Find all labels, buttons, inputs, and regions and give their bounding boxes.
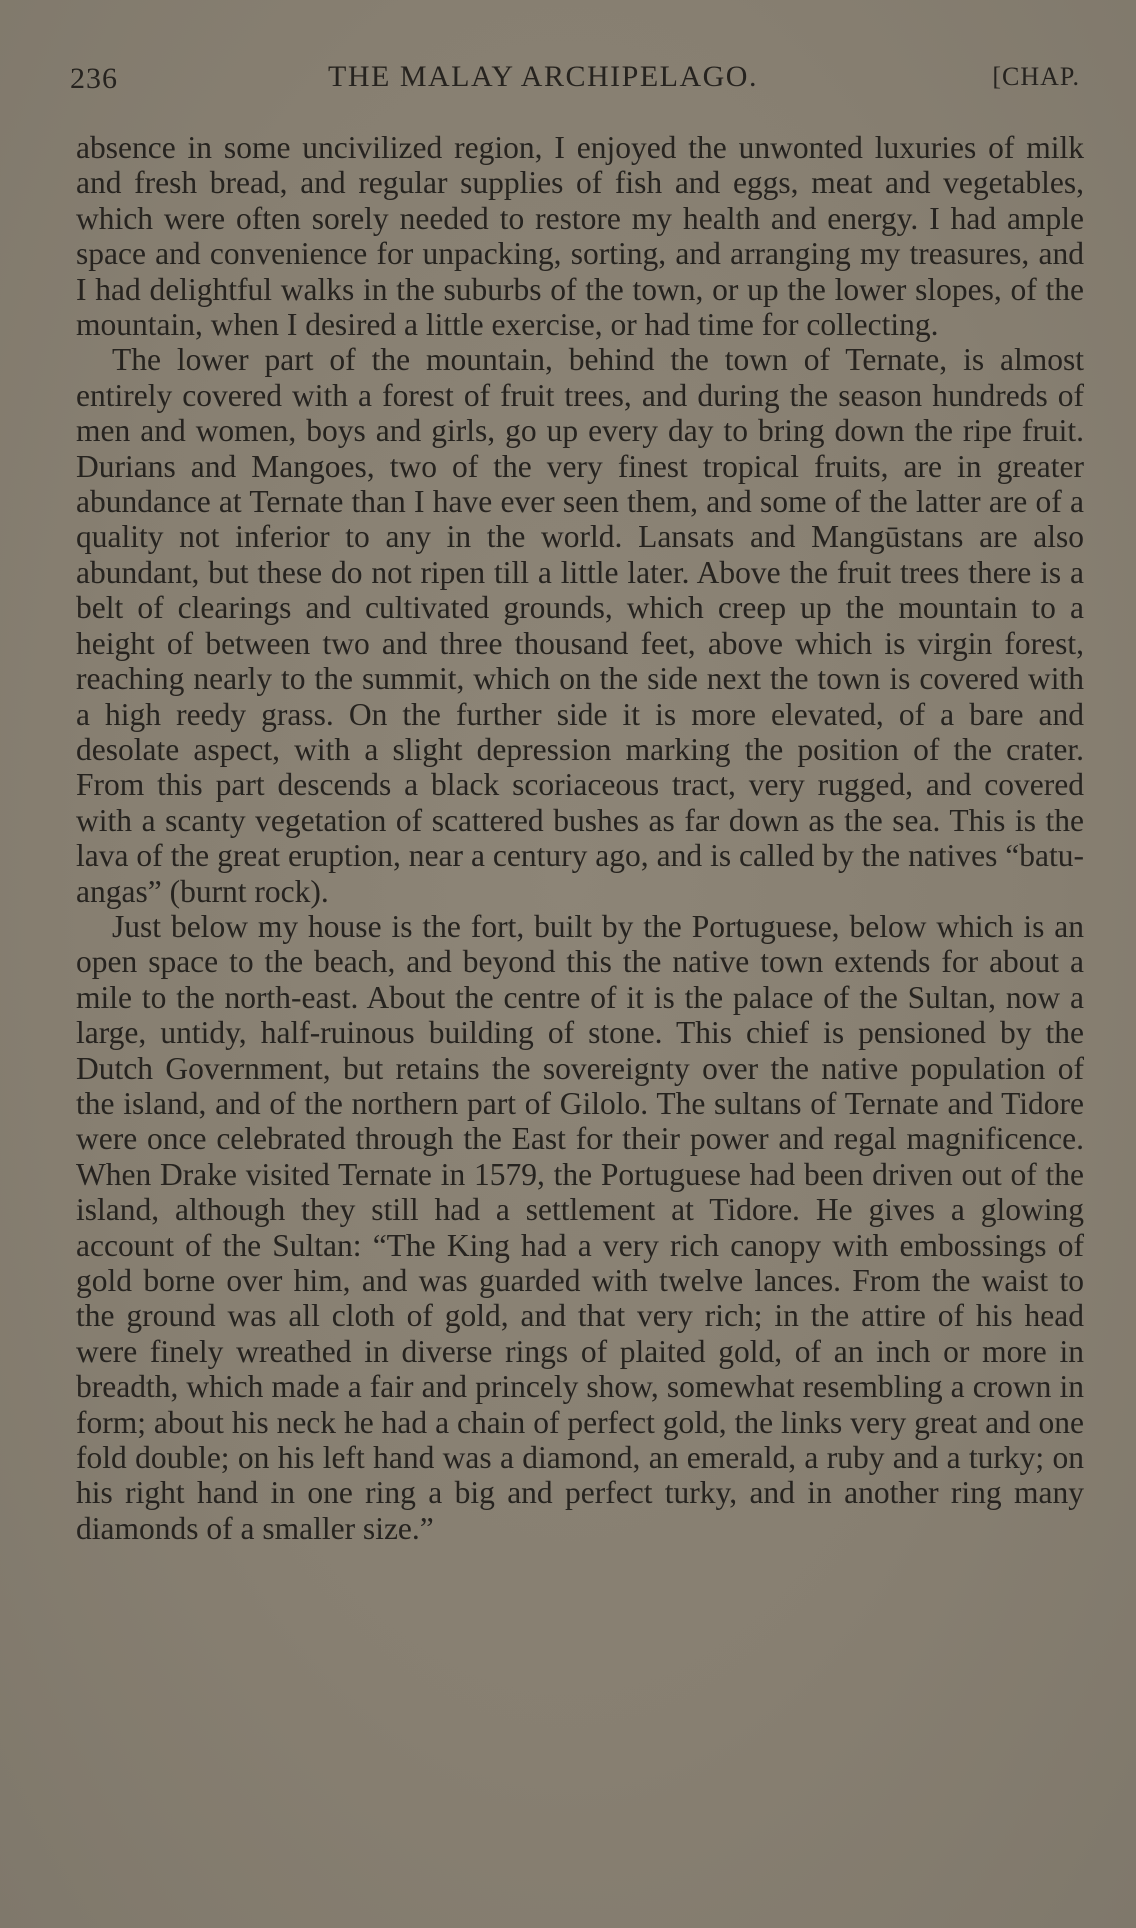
- running-title: THE MALAY ARCHIPELAGO.: [328, 60, 758, 93]
- body-text: [76, 130, 1084, 1546]
- page-number: 236: [70, 62, 118, 95]
- chapter-mark: [CHAP.: [992, 62, 1080, 91]
- paragraph-continued: absence in some uncivilized region, I enjoyed the unwonted luxuries of milk and fresh bread, and regular supplies of fish and eggs, meat and vegetables, which were often sorely needed to restore my health and energy. I had ample space and convenience for unpacking, sorting, and arranging my treasures, and I had delightful walks in the suburbs of the town, or up the lower slopes, of the mountain, when I desired a little exercise, or had time for collecting.: [76, 130, 1084, 343]
- paragraph-fort-and-sultan: Just below my house is the fort, built by the Portuguese, below which is an open space to the beach, and beyond this the native town extends for about a mile to the north-east. About the centre of it is the palace of the Sultan, now a large, untidy, half-ruinous building of stone. This chief is pensioned by the Dutch Government, but retains the sovereignty over the native population of the island, and of the northern part of Gilolo. The sultans of Ternate and Tidore were once celebrated through the East for their power and regal magnificence. When Drake visited Ternate in 1579, the Portuguese had been driven out of the island, although they still had a settlement at Tidore. He gives a glowing account of the Sultan: “The King had a very rich canopy with embossings of gold borne over him, and was guarded with twelve lances. From the waist to the ground was all cloth of gold, and that very rich; in the attire of his head were finely wreathed in diverse rings of plaited gold, of an inch or more in breadth, which made a fair and princely show, somewhat resembling a crown in form; about his neck he had a chain of perfect gold, the links very great and one fold double; on his left hand was a diamond, an emerald, a ruby and a turky; on his right hand in one ring a big and perfect turky, and in another ring many diamonds of a smaller size.”: [76, 908, 1084, 1546]
- paragraph-mountain: The lower part of the mountain, behind the town of Ternate, is almost entirely covered with a forest of fruit trees, and during the season hundreds of men and women, boys and girls, go up every day to bring down the ripe fruit. Durians and Mangoes, two of the very finest tropical fruits, are in greater abundance at Ternate than I have ever seen them, and some of the latter are of a quality not inferior to any in the world. Lansats and Mangūstans are also abundant, but these do not ripen till a little later. Above the fruit trees there is a belt of clearings and cultivated grounds, which creep up the mountain to a height of between two and three thousand feet, above which is virgin forest, reaching nearly to the summit, which on the side next the town is covered with a high reedy grass. On the further side it is more elevated, of a bare and desolate aspect, with a slight depression marking the position of the crater. From this part descends a black scoriaceous tract, very rugged, and covered with a scanty vegetation of scattered bushes as far down as the sea. This is the lava of the great eruption, near a century ago, and is called by the natives “batu-angas” (burnt rock).: [76, 342, 1084, 909]
- page-header: [70, 58, 1080, 102]
